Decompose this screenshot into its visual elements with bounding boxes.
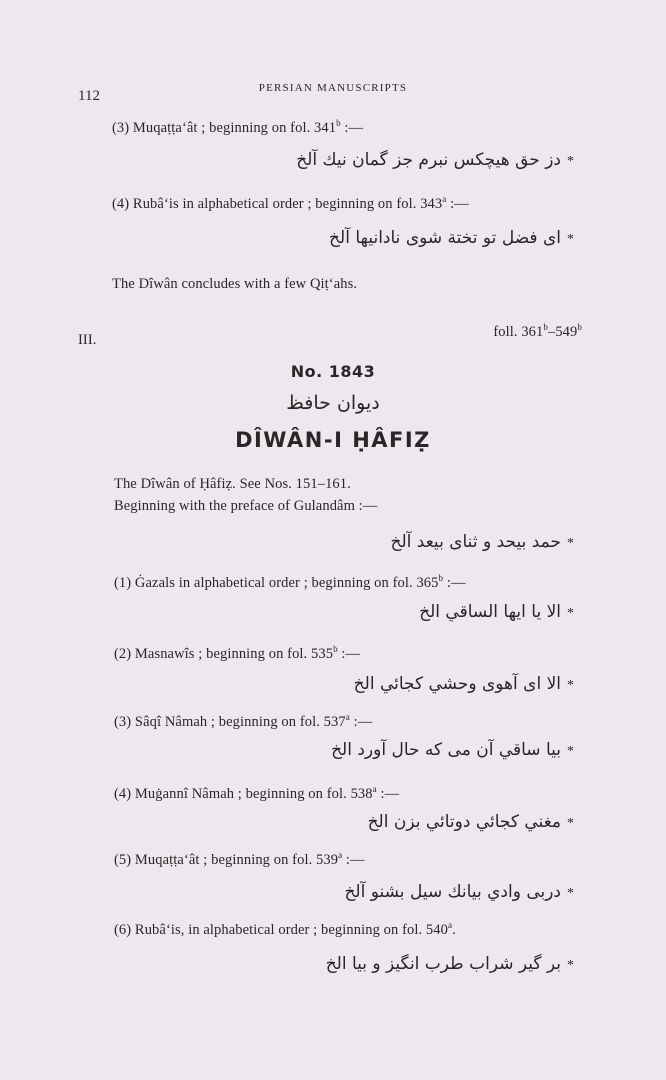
description-line: The Dîwân of Ḥâfiẓ. See Nos. 151–161. xyxy=(114,476,351,492)
running-title: PERSIAN MANUSCRIPTS xyxy=(258,82,408,94)
preface-incipit-line xyxy=(391,532,574,552)
asterisk-mark: * xyxy=(567,232,574,247)
folio-side: a xyxy=(338,850,343,861)
folio-side: b xyxy=(543,322,548,333)
asterisk-mark: * xyxy=(567,958,574,973)
asterisk-mark: * xyxy=(567,816,574,831)
entry-label-text: (1) Ġazals in alphabetical order ; beginning on fol. 365 xyxy=(114,575,439,591)
entry-label-text: (4) Rubâ‘is in alphabetical order ; beginning on fol. 343 xyxy=(112,196,443,212)
folio-range-start: foll. 361 xyxy=(493,324,544,340)
incipit-line xyxy=(368,812,574,832)
entry-label-tail: :— xyxy=(340,120,364,136)
folio-side: a xyxy=(447,920,453,931)
asterisk-mark: * xyxy=(567,606,574,621)
entry-label xyxy=(114,922,456,939)
entry-label-tail: . xyxy=(452,922,456,938)
asterisk-mark: * xyxy=(567,886,574,901)
folio-range xyxy=(493,324,582,341)
folio-side: b xyxy=(336,118,341,129)
entry-label-tail: :— xyxy=(376,786,400,802)
description-line: Beginning with the preface of Gulandâm :— xyxy=(114,498,378,514)
incipit-line xyxy=(331,740,574,760)
work-title: DÎWÂN-I ḤÂFIẒ xyxy=(235,428,431,452)
incipit-line xyxy=(344,882,574,902)
manuscript-number: No. 1843 xyxy=(290,362,376,381)
persian-title xyxy=(0,392,666,414)
folio-range-end: –549 xyxy=(547,324,578,340)
section-roman-number: III. xyxy=(78,332,97,348)
entry-label-text: (6) Rubâ‘is, in alphabetical order ; beginning on fol. 540 xyxy=(114,922,448,938)
incipit-text: دز حق هيچكس نبرم جز گمان نيك آلخ xyxy=(296,150,561,170)
incipit-text: بيا ساقي آن مى كه حال آورد الخ xyxy=(331,740,561,760)
entry-label xyxy=(112,196,469,213)
incipit-text: حمد بيحد و ثناى بيعد آلخ xyxy=(390,532,561,552)
incipit-text: اى فضل تو تختة شوى نادانيها آلخ xyxy=(329,228,561,248)
closing-note: The Dîwân concludes with a few Qiṭ‘ahs. xyxy=(112,276,358,292)
entry-label-tail: :— xyxy=(349,714,373,730)
entry-label-tail: :— xyxy=(337,646,361,662)
folio-side: b xyxy=(438,573,444,584)
entry-label-tail: :— xyxy=(443,575,466,591)
entry-label-text: (4) Muġannî Nâmah ; beginning on fol. 538 xyxy=(114,786,373,802)
entry-label xyxy=(114,575,466,592)
folio-side: a xyxy=(345,712,350,723)
asterisk-mark: * xyxy=(567,678,574,693)
incipit-line xyxy=(419,602,574,622)
asterisk-mark: * xyxy=(567,744,574,759)
entry-label xyxy=(112,120,363,137)
entry-label xyxy=(114,786,399,803)
persian-title-text: ديوان حافظ xyxy=(286,392,380,414)
incipit-text: مغني كجائي دوتائي بزن الخ xyxy=(367,812,561,832)
entry-label-tail: :— xyxy=(342,852,365,868)
entry-label xyxy=(114,714,372,731)
asterisk-mark: * xyxy=(567,154,574,169)
entry-label-text: (2) Masnawîs ; beginning on fol. 535 xyxy=(114,646,334,662)
incipit-text: بر گير شراب طرب انگيز و بيا الخ xyxy=(325,954,561,974)
incipit-line xyxy=(354,674,574,694)
entry-label-tail: :— xyxy=(446,196,469,212)
incipit-line xyxy=(326,954,574,974)
folio-side: b xyxy=(577,322,582,333)
folio-side: b xyxy=(333,644,338,655)
folio-side: a xyxy=(372,784,377,795)
page-number: 112 xyxy=(78,88,100,104)
folio-side: a xyxy=(442,194,447,205)
entry-label-text: (5) Muqaṭṭa‘ât ; beginning on fol. 539 xyxy=(114,852,339,868)
incipit-line xyxy=(296,150,574,170)
incipit-text: الا اى آهوى وحشي كجائي الخ xyxy=(353,674,561,694)
entry-label-text: (3) Muqaṭṭa‘ât ; beginning on fol. 341 xyxy=(112,120,337,136)
entry-label xyxy=(114,852,365,869)
incipit-text: دربى وادي بيانك سيل بشنو آلخ xyxy=(344,882,561,902)
incipit-line xyxy=(329,228,574,248)
incipit-text: الا يا ايها الساقي الخ xyxy=(419,602,561,622)
asterisk-mark: * xyxy=(567,536,574,551)
entry-label-text: (3) Sâqî Nâmah ; beginning on fol. 537 xyxy=(114,714,346,730)
entry-label xyxy=(114,646,360,663)
